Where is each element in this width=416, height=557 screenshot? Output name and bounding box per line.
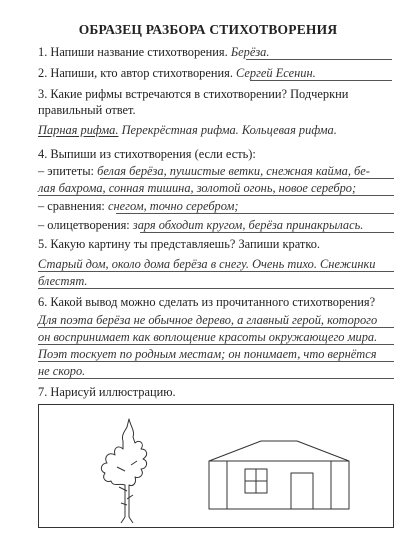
question-6-answer-line1: Для поэта берёза не обычное дерево, а главный герой, которого xyxy=(38,313,378,327)
page-title: ОБРАЗЕЦ РАЗБОРА СТИХОТВОРЕНИЯ xyxy=(78,22,338,37)
answer-line xyxy=(38,327,394,328)
answer-line xyxy=(246,59,392,60)
rhyme-option-selected: Парная рифма. xyxy=(38,123,119,137)
question-7-prompt: 7. Нарисуй иллюстрацию. xyxy=(38,385,176,399)
comparisons-row xyxy=(38,198,239,214)
answer-line xyxy=(38,344,394,345)
answer-line xyxy=(116,213,394,214)
question-6-answer-line2: он воспринимает как воплощение красоты окружающего мира. xyxy=(38,330,378,344)
question-1 xyxy=(38,44,269,60)
question-1-prompt: 1. Напиши название стихотворения. xyxy=(38,45,228,59)
question-6-prompt: 6. Какой вывод можно сделать из прочитанного стихотворения? xyxy=(38,295,376,309)
answer-line xyxy=(250,80,392,81)
illustration-box xyxy=(38,404,394,528)
comparisons-answer: снегом, точно серебром; xyxy=(107,199,239,213)
epithets-answer-line1: белая берёза, пушистые ветки, снежная кайма, бе- xyxy=(97,164,370,178)
question-2-prompt: 2. Напиши, кто автор стихотворения. xyxy=(38,66,233,80)
question-3-options xyxy=(38,122,337,138)
epithets-row xyxy=(38,163,370,179)
question-6-answer-line3: Поэт тоскует по родным местам; он понимает, что вернётся xyxy=(38,347,377,361)
question-1-answer: Берёза. xyxy=(230,45,270,59)
question-4-prompt: 4. Выпиши из стихотворения (если есть): xyxy=(38,147,256,161)
question-2 xyxy=(38,65,316,81)
question-6-answer-line4: не скоро. xyxy=(38,364,86,378)
question-5-prompt: 5. Какую картину ты представляешь? Запиши кратко. xyxy=(38,237,321,251)
illustration-drawing xyxy=(39,405,395,529)
epithets-answer-line2: лая бахрома, сонная тишина, золотой огонь, новое серебро; xyxy=(38,181,357,195)
question-2-answer: Сергей Есенин. xyxy=(236,66,316,80)
epithets-label: – эпитеты: xyxy=(38,164,94,178)
birch-tree-icon xyxy=(101,419,146,523)
answer-line xyxy=(38,288,394,289)
comparisons-label: – сравнения: xyxy=(38,199,105,213)
house-door-icon xyxy=(291,473,313,509)
personification-answer: заря обходит кругом, берёза принакрылась. xyxy=(132,218,364,232)
answer-line xyxy=(140,232,394,233)
answer-line xyxy=(38,271,394,272)
question-3-prompt-line2: правильный ответ. xyxy=(38,103,136,117)
answer-line xyxy=(100,178,394,179)
question-5-answer-line2: блестят. xyxy=(38,274,88,288)
answer-line xyxy=(38,195,394,196)
rhyme-option: Кольцевая рифма. xyxy=(241,123,337,137)
house-icon xyxy=(209,441,349,509)
answer-line xyxy=(38,361,394,362)
question-3-prompt-line1: 3. Какие рифмы встречаются в стихотворении? Подчеркни xyxy=(38,87,349,101)
personification-label: – олицетворения: xyxy=(38,218,130,232)
answer-line xyxy=(38,378,394,379)
rhyme-option: Перекрёстная рифма. xyxy=(121,123,239,137)
question-5-answer-line1: Старый дом, около дома берёза в снегу. Очень тихо. Снежинки xyxy=(38,257,376,271)
personification-row xyxy=(38,217,363,233)
